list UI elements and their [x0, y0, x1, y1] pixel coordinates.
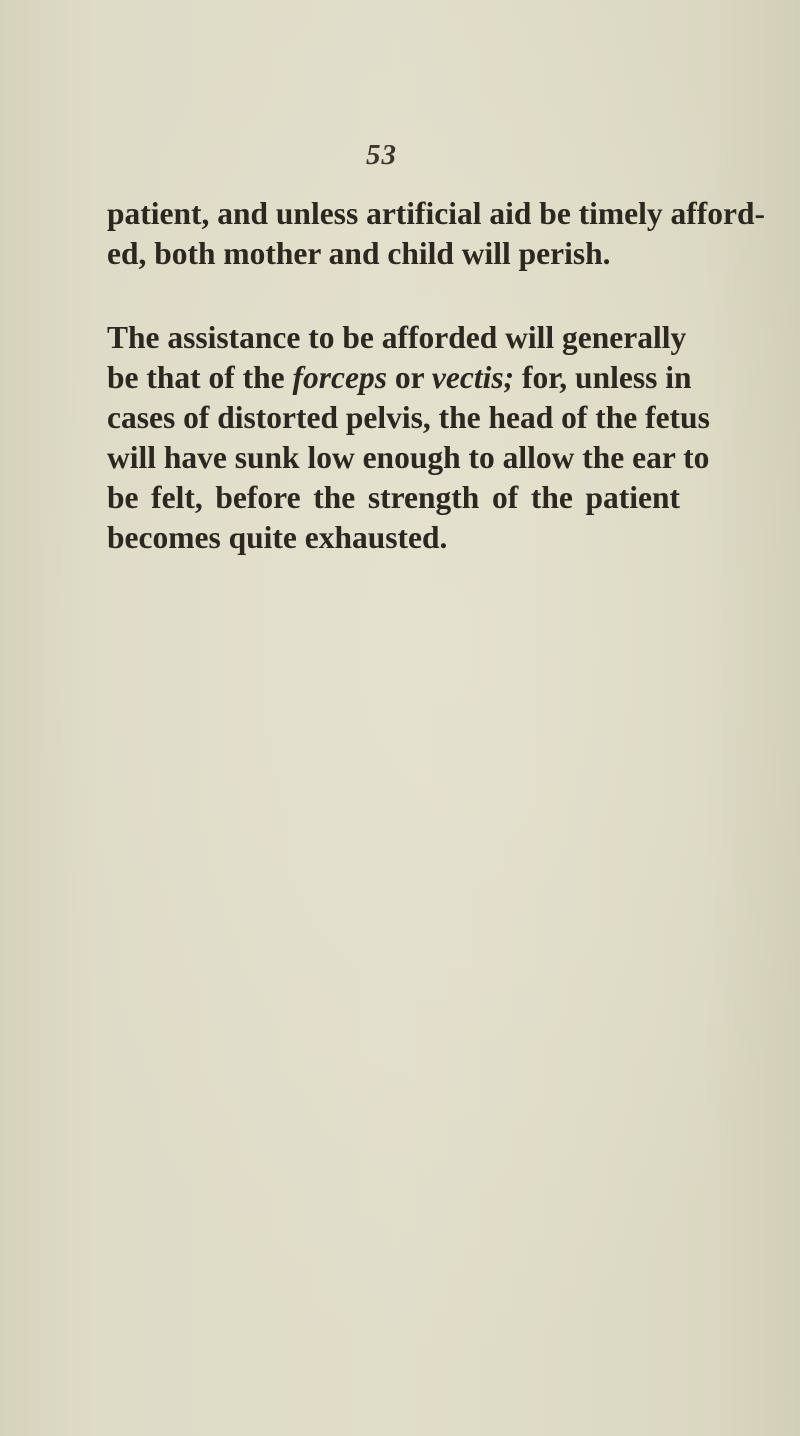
paragraph-2 [107, 318, 710, 558]
text-line: patient, and unless artificial aid be timely afford- [107, 196, 765, 231]
text-segment: for, unless in [514, 360, 692, 395]
text-line: ed, both mother and child will perish. [107, 236, 611, 271]
text-line: becomes quite exhausted. [107, 520, 448, 555]
text-segment: or [386, 360, 432, 395]
text-line: will have sunk low enough to allow the ear to [107, 440, 710, 475]
text-line-with-terms [107, 358, 692, 398]
text-line: be felt, before the strength of the patient [107, 480, 680, 515]
italic-term-forceps: forceps [292, 360, 387, 395]
text-line: cases of distorted pelvis, the head of the fetus [107, 400, 710, 435]
body-text [107, 194, 765, 558]
paragraph-1 [107, 194, 765, 274]
italic-term-vectis: vectis; [431, 360, 515, 395]
text-line: The assistance to be afforded will generally [107, 320, 687, 355]
page-number: 53 [366, 139, 397, 171]
text-segment: be that of the [107, 360, 293, 395]
